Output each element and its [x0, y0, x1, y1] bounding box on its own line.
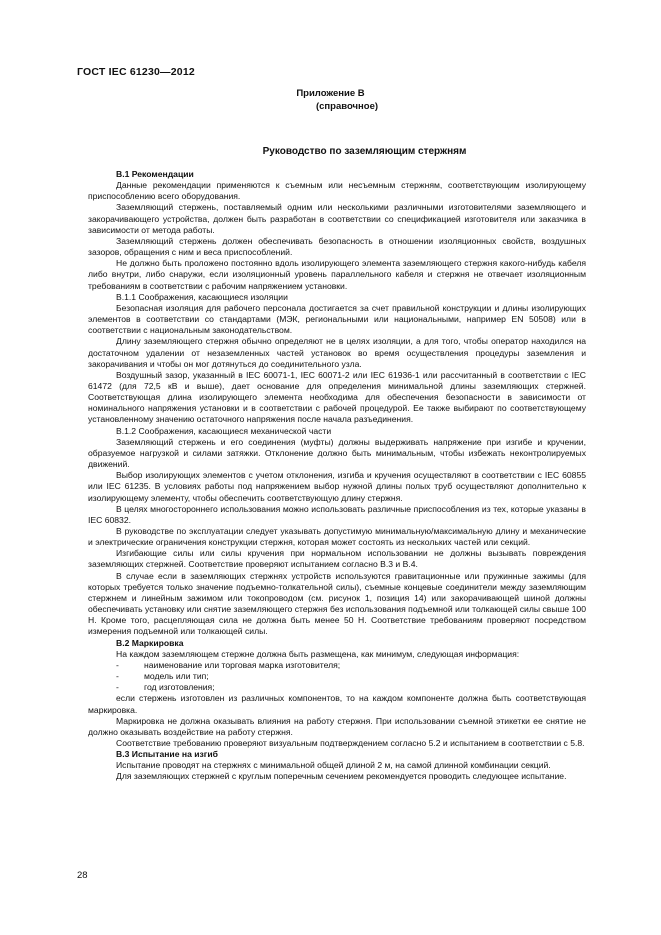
annex-subtitle: (справочное) [315, 100, 379, 112]
paragraph: Испытание проводят на стержнях с минимальной общей длиной 2 м, на самой длинной комбинации секций. [116, 760, 551, 771]
list-dash: - [116, 682, 119, 693]
subsection-heading: В.1.2 Соображения, касающиеся механической части [116, 425, 332, 436]
list-item-text: наименование или торговая марка изготовителя; [144, 659, 341, 670]
subsection-heading: В.1.1 Соображения, касающиеся изоляции [116, 291, 288, 302]
document-body [88, 169, 586, 783]
list-dash: - [116, 671, 119, 682]
list-item [88, 682, 586, 693]
annex-heading [0, 88, 661, 113]
section-heading: В.3 Испытание на изгиб [116, 749, 218, 760]
paragraph: Для заземляющих стержней с круглым поперечным сечением рекомендуется проводить следующее испытание. [116, 771, 567, 782]
paragraph: Заземляющий стержень, поставляемый одним или несколькими различными изготовителями заземляющего и закорачивающего устройства, должен быть разработан в соответствии со спецификацией изготовителя или заказчика в зависимости от метода работы. [88, 202, 586, 235]
section-heading: В.2 Маркировка [116, 637, 184, 648]
paragraph: Безопасная изоляция для рабочего персонала достигается за счет правильной конструкции и длины изолирующих элементов в соответствии со стандартами (МЭК, региональными или национальными, например EN 50508) или в соответствии с национальным законодательством. [88, 302, 586, 336]
list-item-text: модель или тип; [144, 671, 209, 682]
list-item-text: год изготовления; [144, 682, 215, 693]
paragraph: На каждом заземляющем стержне должна быть размещена, как минимум, следующая информация: [116, 648, 520, 659]
list-item [88, 660, 586, 671]
paragraph: Изгибающие силы или силы кручения при нормальном использовании не должны вызывать повреждения заземляющих стержней. Соответствие проверяют испытанием согласно В.3 и В.4. [88, 548, 586, 570]
paragraph: Не должно быть проложено постоянно вдоль изолирующего элемента заземляющего стержня какого-нибудь кабеля либо внутри, либо снаружи, если изоляционный уровень параллельного кабеля и стержня не отвечает изоляционным требованиям в соответствии с рабочим напряжением установки. [88, 258, 586, 291]
paragraph: В руководстве по эксплуатации следует указывать допустимую минимальную/максимальную длину и механические и электрические ограничения конструкции стержня, которая может состоять из нескольких частей или секций. [88, 526, 586, 548]
paragraph: В случае если в заземляющих стержнях устройств используются гравитационные или пружинные зажимы (для которых требуется только значение подъемно-толкательной силы), съемные концевые соединители между заземляющим стержнем и линейным зажимом или токопроводом (см. рисунок 1, позиция 14) или закорачивающей шиной должны обеспечивать установку или снятие заземляющего стержня без использования подъемной или толкающей силы свыше 100 Н. Кроме того, расцепляющая сила не должна быть менее 50 Н. Соответствие требованиям проверяют посредством измерения подъемной или толкающей силы. [88, 570, 586, 637]
paragraph: Воздушный зазор, указанный в IEC 60071-1, IEC 60071-2 или IEC 61936-1 или рассчитанный в соответствии с IEC 61472 (для 72,5 кВ и выше), дает основание для определения минимальной длины заземляющих стержней. Соответствующая длина изолирующего элемента необходима для обеспечения безопасности в зависимости от номинального напряжения установки и в соответствии с рабочей процедурой. Ее также выбирают по соответствующему установленному значению остаточного напряжения после начала разъединения. [88, 369, 586, 425]
list-dash: - [116, 659, 119, 670]
paragraph: В целях многостороннего использования можно использовать различные приспособления из тех, которые указаны в IEC 60832. [88, 503, 586, 525]
page-number: 28 [77, 870, 88, 881]
paragraph: Данные рекомендации применяются к съемным или несъемным стержням, соответствующим изолирующему приспособлению всего оборудования. [88, 180, 586, 202]
paragraph: Заземляющий стержень и его соединения (муфты) должны выдерживать напряжение при изгибе и кручении, образуемое нагрузкой и силами затяжки. Отклонение должно быть минимальным, чтобы избежать неконтролируемых движений. [88, 436, 586, 470]
paragraph: Выбор изолирующих элементов с учетом отклонения, изгиба и кручения осуществляют в соответствии с IEC 60855 или IEC 61235. В условиях работы под напряжением выбор нужной длины полых труб осуществляют дополнительно к изолирующему элементу, чтобы обеспечить соответствующую длину стержня. [88, 470, 586, 503]
paragraph: Соответствие требованию проверяют визуальным подтверждением согласно 5.2 и испытанием в соответствии с 5.8. [116, 737, 585, 748]
paragraph: если стержень изготовлен из различных компонентов, то на каждом компоненте должна быть соответствующая маркировка. [88, 693, 586, 715]
paragraph: Заземляющий стержень должен обеспечивать безопасность в отношении изоляционных свойств, воздушных зазоров, обращения с ним и веса приспособлений. [88, 235, 586, 258]
section-heading: В.1 Рекомендации [116, 169, 194, 179]
standard-header: ГОСТ IEC 61230—2012 [77, 66, 195, 78]
list-item [88, 671, 586, 682]
document-title: Руководство по заземляющим стержням [262, 146, 467, 157]
paragraph: Длину заземляющего стержня обычно определяют не в целях изоляции, а для того, чтобы оператор находился на достаточном удалении от незаземленных частей установок во время осуществления процедуры заземления и закорачивания и чтобы он мог дотянуться до соединительного узла. [88, 336, 586, 369]
paragraph: Маркировка не должна оказывать влияния на работу стержня. При использовании съемной этикетки ее снятие не должно оказывать воздействие на работу стержня. [88, 715, 586, 737]
annex-title: Приложение В [296, 88, 365, 99]
